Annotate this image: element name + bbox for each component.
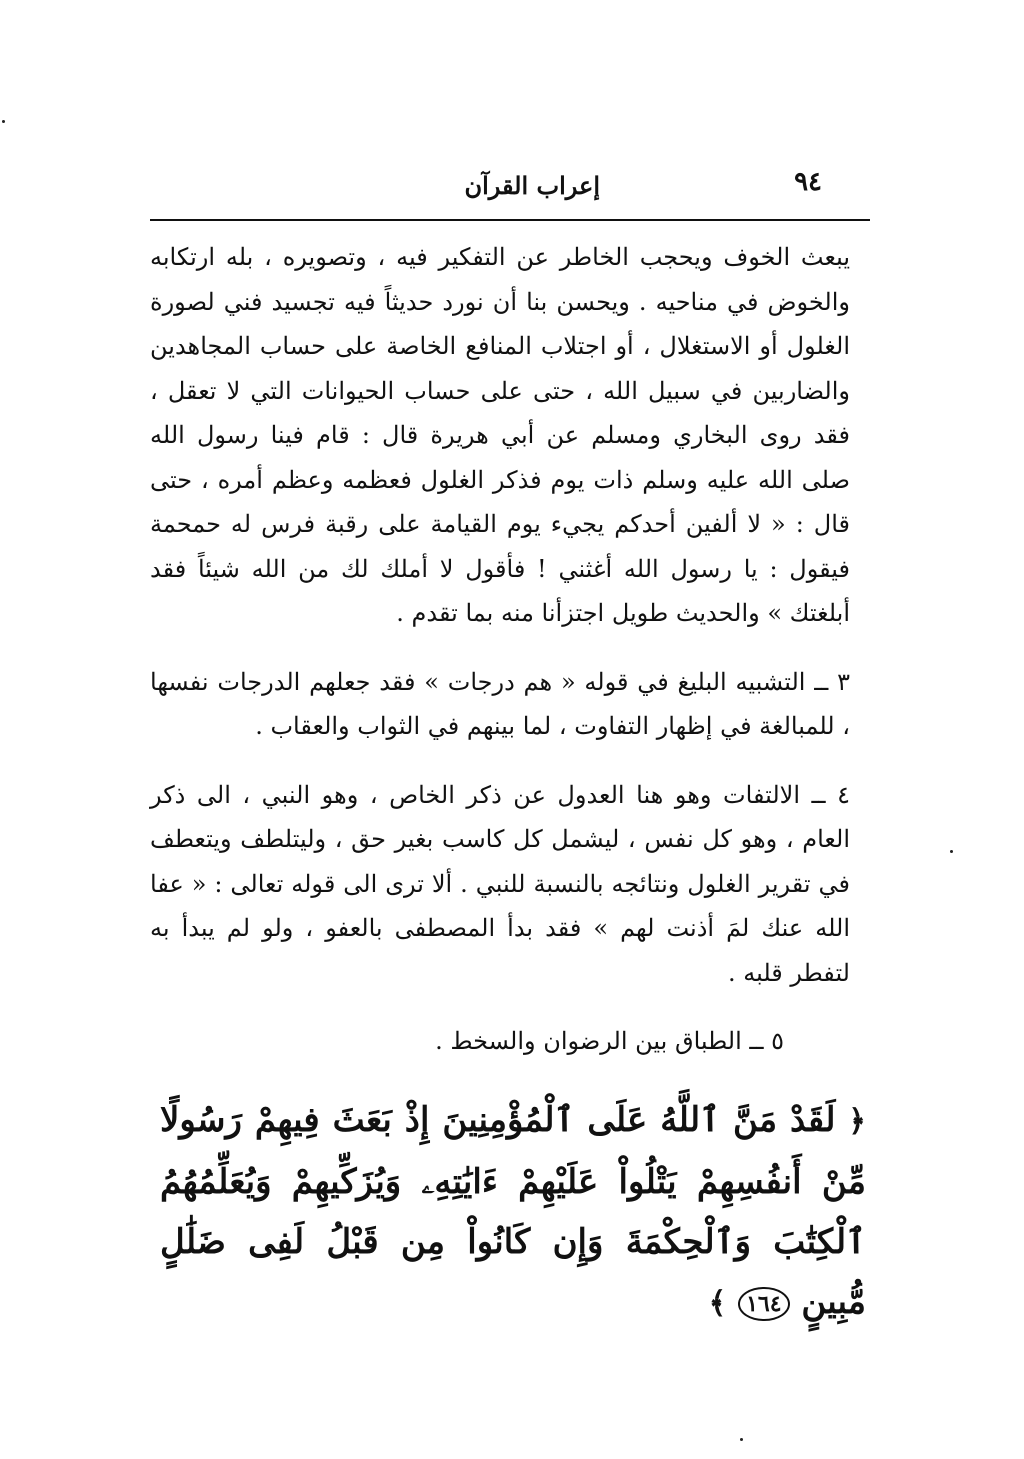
paragraph-point-3: ٣ ــ التشبيه البليغ في قوله « هم درجات » فقد جعلهم الدرجات نفسها ، للمبالغة في إظهار التفاوت ، لما بينهم في الثواب والعقاب . (150, 667, 850, 740)
running-title: إعراب القرآن (464, 171, 600, 200)
quran-verse (160, 1090, 866, 1334)
book-page (150, 155, 866, 1334)
paragraph-point-5: ٥ ــ الطباق بين الرضوان والسخط . (435, 1027, 784, 1055)
page-number: ٩٤ (794, 167, 822, 197)
ayah-number-badge: ١٦٤ (738, 1287, 789, 1321)
paragraph-point-4: ٤ ــ الالتفات وهو هنا العدول عن ذكر الخاص ، وهو النبي ، الى ذكر العام ، وهو كل نفس ، ليشمل كل كاسب بغير حق ، وليتلطف ويتعطف في تقرير الغلول ونتائجه بالنسبة للنبي . ألا ترى الى قوله تعالى : « عفا الله عنك لمَ أذنت لهم » فقد بدأ المصطفى بالعفو ، ولو لم يبدأ به لتفطر قلبه . (150, 780, 850, 987)
scan-speck (740, 1438, 743, 1441)
scan-speck (950, 850, 953, 853)
verse-open-bracket: ﴿ (848, 1103, 866, 1139)
page-header (150, 155, 870, 221)
verse-text: لَقَدْ مَنَّ ٱللَّهُ عَلَى ٱلْمُؤْمِنِينَ إِذْ بَعَثَ فِيهِمْ رَسُولًا مِّنْ أَنفُسِهِمْ يَتْلُواْ عَلَيْهِمْ ءَايَٰتِهِۦ وَيُزَكِّيهِمْ وَيُعَلِّمُهُمُ ٱلْكِتَٰبَ وَٱلْحِكْمَةَ وَإِن كَانُواْ مِن قَبْلُ لَفِى ضَلَٰلٍ مُّبِينٍ (160, 1099, 866, 1322)
scan-speck (2, 120, 5, 123)
paragraph-hadith: يبعث الخوف ويحجب الخاطر عن التفكير فيه ، وتصويره ، بله ارتكابه والخوض في مناحيه . ويحسن بنا أن نورد حديثاً فيه تجسيد فني لصورة الغلول أو الاستغلال ، أو اجتلاب المنافع الخاصة على حساب المجاهدين والضاربين في سبيل الله ، حتى على حساب الحيوانات التي لا تعقل ، فقد روى البخاري ومسلم عن أبي هريرة قال : قام فينا رسول الله صلى الله عليه وسلم ذات يوم فذكر الغلول فعظمه وعظم أمره ، حتى قال : « لا ألفين أحدكم يجيء يوم القيامة على رقبة فرس له حمحمة فيقول : يا رسول الله أغثني ! فأقول لا أملك لك من الله شيئاً فقد أبلغتك » والحديث طويل اجتزأنا منه بما تقدم . (150, 243, 850, 627)
verse-close-bracket: ﴾ (708, 1285, 727, 1321)
body-text (150, 235, 850, 1064)
